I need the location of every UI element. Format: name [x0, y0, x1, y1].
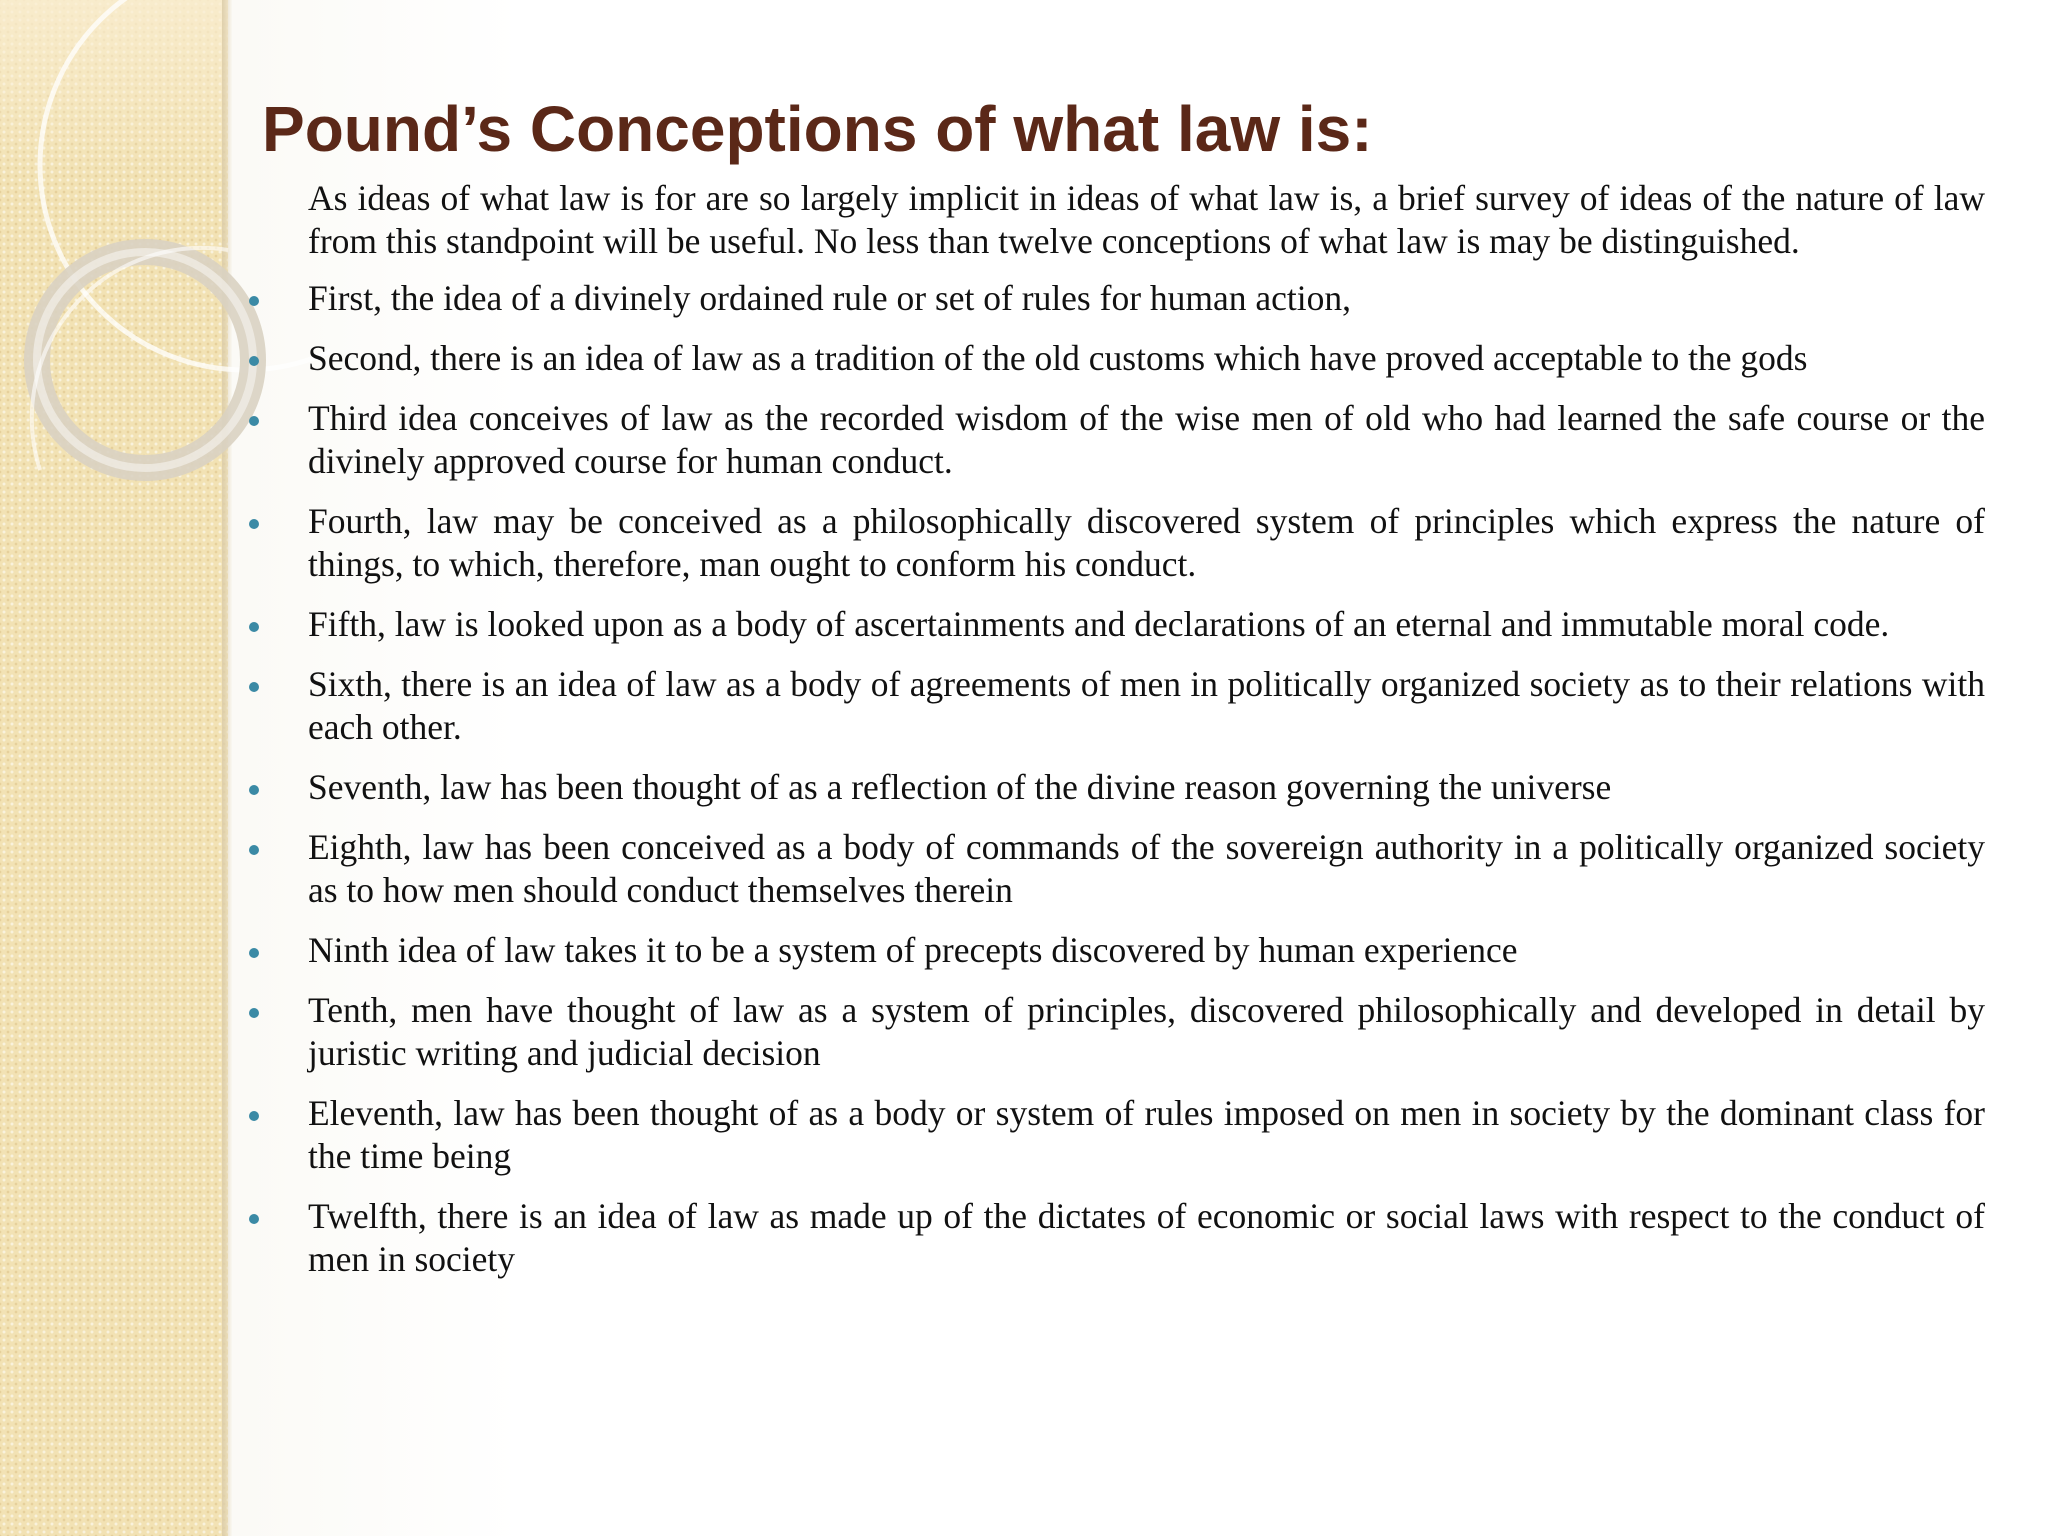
list-item-text: Fourth, law may be conceived as a philosophically discovered system of principles which express the nature of things, to which, therefore, man ought to conform his conduct. [308, 501, 1985, 584]
round-bullet-icon [249, 519, 259, 529]
list-item-text: Ninth idea of law takes it to be a system of precepts discovered by human experience [308, 930, 1518, 970]
list-item [235, 277, 1985, 320]
list-item-text: Eleventh, law has been thought of as a body or system of rules imposed on men in society by the dominant class for the time being [308, 1093, 1985, 1176]
conceptions-list [235, 277, 1985, 1281]
list-item-text: Sixth, there is an idea of law as a body of agreements of men in politically organized society as to their relations with each other. [308, 664, 1985, 747]
list-item [235, 826, 1985, 912]
slide-title: Pound’s Conceptions of what law is: [262, 93, 1373, 165]
list-item [235, 766, 1985, 809]
round-bullet-icon [249, 356, 259, 366]
round-bullet-icon [249, 1214, 259, 1224]
list-item [235, 929, 1985, 972]
list-item-text: Eighth, law has been conceived as a body of commands of the sovereign authority in a politically organized society as to how men should conduct themselves therein [308, 827, 1985, 910]
list-item-text: Second, there is an idea of law as a tradition of the old customs which have proved acceptable to the gods [308, 338, 1808, 378]
list-item-text: Third idea conceives of law as the recorded wisdom of the wise men of old who had learned the safe course or the divinely approved course for human conduct. [308, 398, 1985, 481]
list-item [235, 500, 1985, 586]
intro-paragraph: As ideas of what law is for are so largely implicit in ideas of what law is, a brief survey of ideas of the nature of law from this standpoint will be useful. No less than twelve conceptions of what law is may be distinguished. [308, 178, 1985, 261]
round-bullet-icon [249, 845, 259, 855]
round-bullet-icon [249, 682, 259, 692]
round-bullet-icon [249, 296, 259, 306]
round-bullet-icon [249, 622, 259, 632]
list-item-text: Seventh, law has been thought of as a reflection of the divine reason governing the universe [308, 767, 1612, 807]
round-bullet-icon [249, 785, 259, 795]
list-item-text: Fifth, law is looked upon as a body of ascertainments and declarations of an eternal and immutable moral code. [308, 604, 1890, 644]
list-item [235, 989, 1985, 1075]
list-item [235, 397, 1985, 483]
list-item [235, 1195, 1985, 1281]
list-item-text: First, the idea of a divinely ordained rule or set of rules for human action, [308, 278, 1352, 318]
gray-ring-highlight [37, 252, 253, 468]
round-bullet-icon [249, 948, 259, 958]
slide-body [235, 177, 1985, 1298]
round-bullet-icon [249, 1008, 259, 1018]
list-item [235, 663, 1985, 749]
list-item [235, 337, 1985, 380]
list-item-text: Twelfth, there is an idea of law as made up of the dictates of economic or social laws with respect to the conduct of men in society [308, 1196, 1985, 1279]
list-item [235, 1092, 1985, 1178]
list-item [235, 603, 1985, 646]
round-bullet-icon [249, 416, 259, 426]
list-item-text: Tenth, men have thought of law as a system of principles, discovered philosophically and developed in detail by juristic writing and judicial decision [308, 990, 1985, 1073]
round-bullet-icon [249, 1111, 259, 1121]
